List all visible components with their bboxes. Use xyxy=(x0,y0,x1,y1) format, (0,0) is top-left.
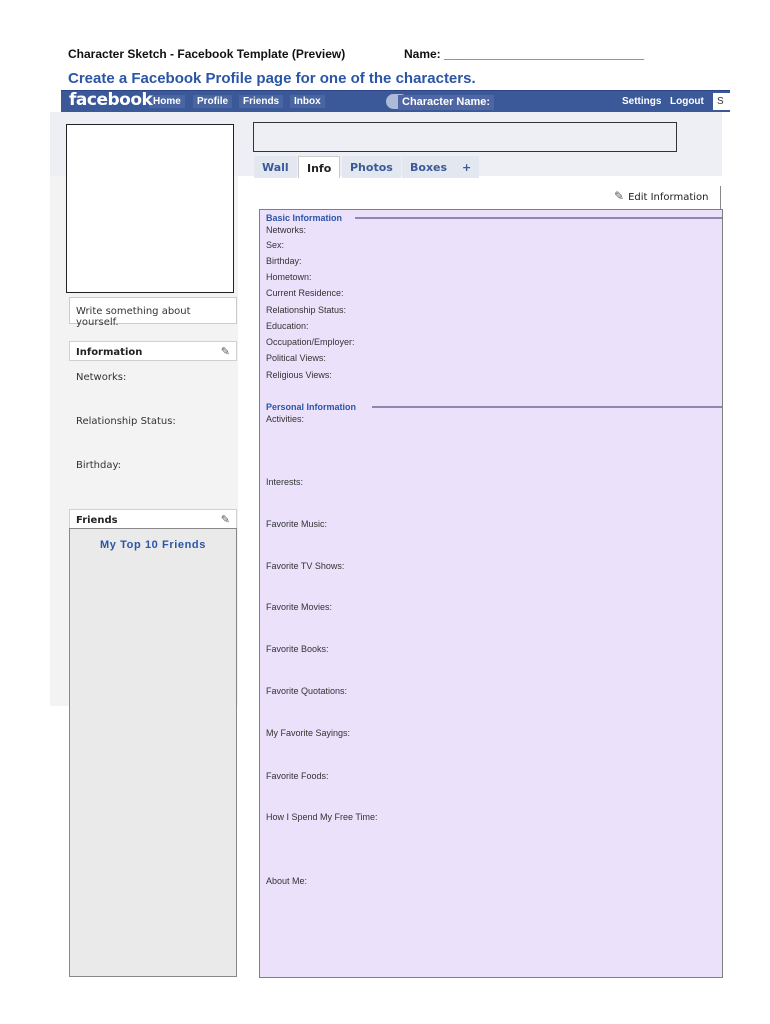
field-favorite-sayings: My Favorite Sayings: xyxy=(266,728,351,738)
top-friends-heading: My Top 10 Friends xyxy=(100,539,206,551)
tab-info[interactable]: Info xyxy=(298,156,340,178)
information-panel-body xyxy=(69,360,237,505)
field-favorite-movies: Favorite Movies: xyxy=(266,602,333,612)
tab-add[interactable]: + xyxy=(454,156,479,178)
section-rule xyxy=(355,217,722,219)
friends-title: Friends xyxy=(76,515,118,526)
field-favorite-books: Favorite Books: xyxy=(266,644,329,654)
field-interests: Interests: xyxy=(266,477,304,487)
pencil-icon[interactable]: ✎ xyxy=(220,513,230,526)
document-title: Character Sketch - Facebook Template (Preview) xyxy=(68,47,346,61)
field-hometown: Hometown: xyxy=(266,272,312,282)
field-favorite-tv-shows: Favorite TV Shows: xyxy=(266,561,345,571)
field-activities: Activities: xyxy=(266,414,305,424)
divider xyxy=(720,186,721,210)
search-stub[interactable]: S xyxy=(713,93,730,110)
character-name-label: Character Name: xyxy=(398,95,494,110)
pencil-icon[interactable]: ✎ xyxy=(220,345,230,358)
edit-information-button[interactable] xyxy=(614,189,709,203)
field-sex: Sex: xyxy=(266,240,285,250)
field-favorite-music: Favorite Music: xyxy=(266,519,328,529)
tab-photos[interactable]: Photos xyxy=(342,156,401,178)
info-networks: Networks: xyxy=(76,372,127,383)
field-political-views: Political Views: xyxy=(266,353,326,363)
assignment-instruction: Create a Facebook Profile page for one of the characters. xyxy=(68,70,476,87)
section-rule xyxy=(372,406,722,408)
friends-panel-header xyxy=(69,509,237,529)
field-relationship-status: Relationship Status: xyxy=(266,305,347,315)
field-birthday: Birthday: xyxy=(266,256,302,266)
edit-pencil-icon: ✎ xyxy=(614,189,625,203)
profile-picture-box[interactable] xyxy=(66,124,234,293)
field-networks: Networks: xyxy=(266,225,307,235)
field-favorite-foods: Favorite Foods: xyxy=(266,771,329,781)
nav-logout[interactable]: Logout xyxy=(670,96,704,107)
information-panel-header xyxy=(69,341,237,361)
field-religious-views: Religious Views: xyxy=(266,370,332,380)
nav-profile[interactable]: Profile xyxy=(193,95,232,108)
field-about-me: About Me: xyxy=(266,876,308,886)
profile-name-box[interactable] xyxy=(253,122,677,152)
info-birthday: Birthday: xyxy=(76,460,122,471)
tab-wall[interactable]: Wall xyxy=(254,156,297,178)
information-title: Information xyxy=(76,347,143,358)
edit-information-label: Edit Information xyxy=(628,192,709,203)
nav-inbox[interactable]: Inbox xyxy=(290,95,325,108)
nav-friends[interactable]: Friends xyxy=(239,95,283,108)
nav-home[interactable]: Home xyxy=(149,95,185,108)
field-education: Education: xyxy=(266,321,309,331)
info-relationship-status: Relationship Status: xyxy=(76,416,176,427)
write-about-yourself[interactable]: Write something about yourself. xyxy=(69,297,237,324)
field-occupation: Occupation/Employer: xyxy=(266,337,355,347)
friends-box xyxy=(69,528,237,977)
field-favorite-quotations: Favorite Quotations: xyxy=(266,686,348,696)
student-name-line: Name: ______________________________ xyxy=(404,47,645,61)
nav-settings[interactable]: Settings xyxy=(622,96,662,107)
field-free-time: How I Spend My Free Time: xyxy=(266,812,378,822)
field-current-residence: Current Residence: xyxy=(266,288,344,298)
info-panel xyxy=(259,209,723,978)
facebook-logo[interactable]: facebook xyxy=(69,90,153,110)
basic-information-heading: Basic Information xyxy=(266,213,343,223)
top-navigation-bar xyxy=(61,90,730,112)
personal-information-heading: Personal Information xyxy=(266,402,357,412)
tab-boxes[interactable]: Boxes xyxy=(402,156,455,178)
